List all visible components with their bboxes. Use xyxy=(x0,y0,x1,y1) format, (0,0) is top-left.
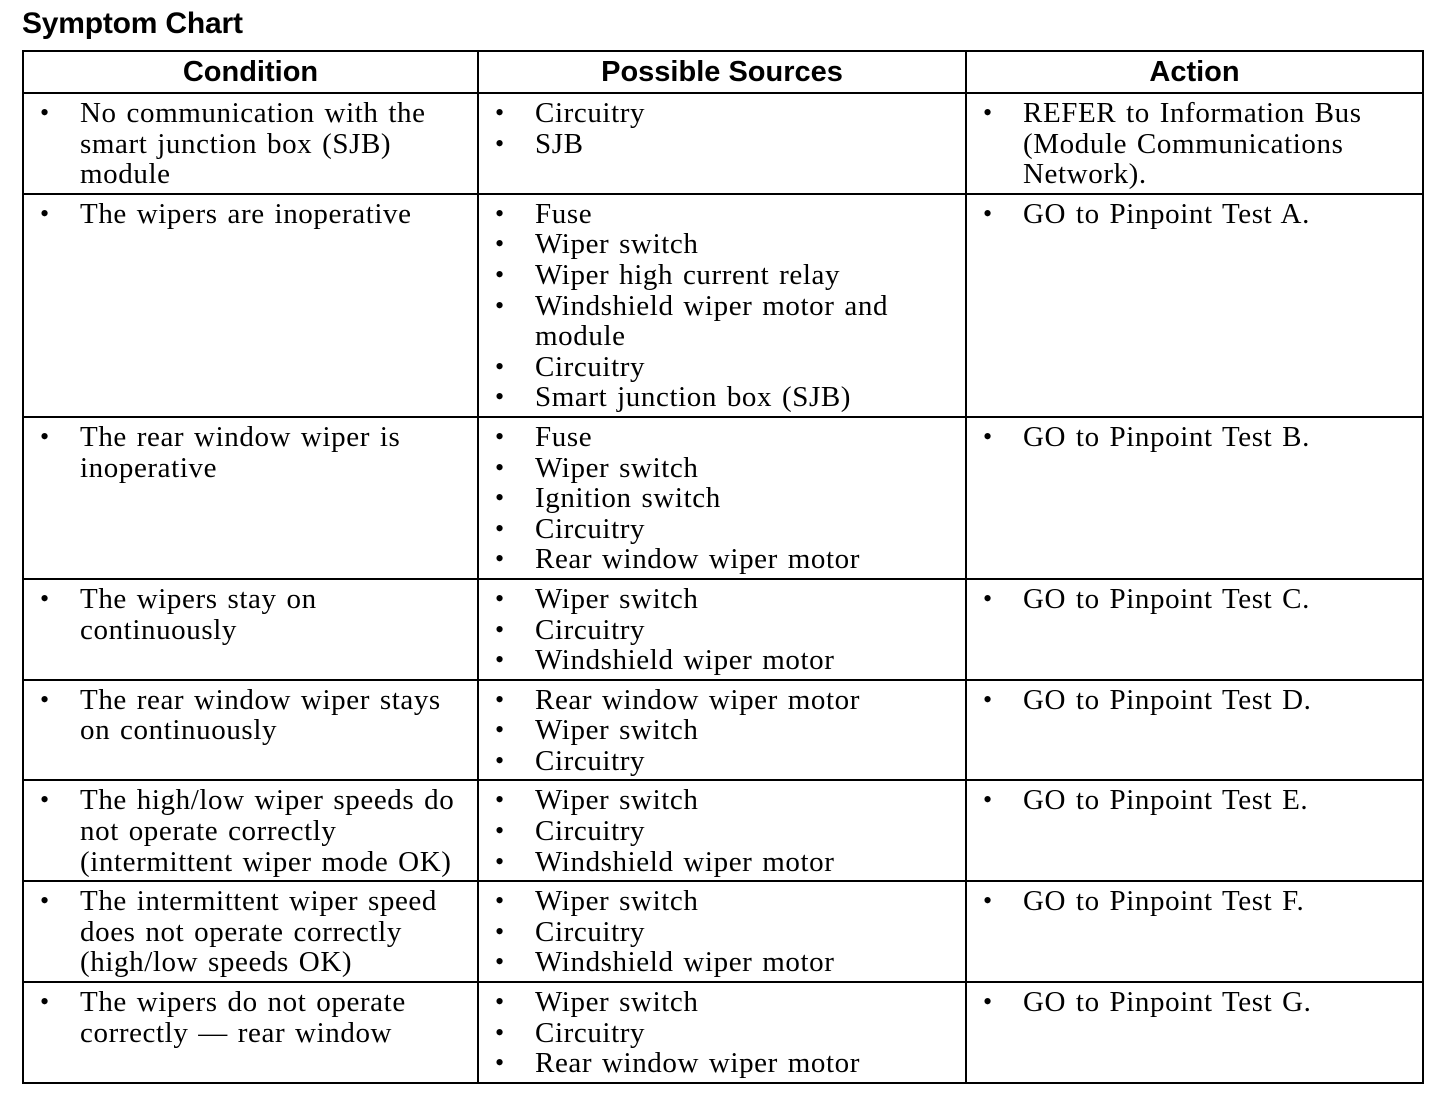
table-row xyxy=(23,417,1423,579)
action-text: • REFER to Information Bus (Module Communications Network). xyxy=(975,98,1414,190)
condition-text: • The intermittent wiper speed does not operate correctly (high/low speeds OK) xyxy=(32,886,469,978)
table-row xyxy=(23,881,1423,982)
condition-text: • The wipers stay on continuously xyxy=(32,584,469,645)
condition-text: • The wipers are inoperative xyxy=(32,199,469,230)
source-item: • Windshield wiper motor xyxy=(487,947,957,978)
action-text: • GO to Pinpoint Test E. xyxy=(975,785,1414,816)
source-item: • Smart junction box (SJB) xyxy=(487,382,957,413)
sources-list xyxy=(487,422,957,575)
sources-cell xyxy=(478,680,966,781)
action-cell xyxy=(966,417,1423,579)
source-item: • Wiper switch xyxy=(487,229,957,260)
source-item: • Circuitry xyxy=(487,98,957,129)
source-item: • Wiper switch xyxy=(487,715,957,746)
action-text: • GO to Pinpoint Test G. xyxy=(975,987,1414,1018)
sources-list xyxy=(487,987,957,1079)
condition-cell xyxy=(23,417,478,579)
action-list xyxy=(975,685,1414,716)
action-text: • GO to Pinpoint Test F. xyxy=(975,886,1414,917)
source-item: • Windshield wiper motor xyxy=(487,847,957,878)
action-list xyxy=(975,422,1414,453)
source-item: • Wiper switch xyxy=(487,987,957,1018)
source-item: • Rear window wiper motor xyxy=(487,685,957,716)
header-possible-sources: Possible Sources xyxy=(478,51,966,93)
source-item: • Wiper switch xyxy=(487,886,957,917)
action-list xyxy=(975,199,1414,230)
action-text: • GO to Pinpoint Test D. xyxy=(975,685,1414,716)
condition-list xyxy=(32,584,469,645)
source-item: • Wiper switch xyxy=(487,584,957,615)
source-item: • Circuitry xyxy=(487,746,957,777)
condition-list xyxy=(32,685,469,746)
sources-cell xyxy=(478,417,966,579)
sources-list xyxy=(487,785,957,877)
condition-cell xyxy=(23,680,478,781)
sources-cell xyxy=(478,93,966,194)
action-text: • GO to Pinpoint Test C. xyxy=(975,584,1414,615)
symptom-table xyxy=(22,50,1424,1084)
condition-cell xyxy=(23,780,478,881)
source-item: • Fuse xyxy=(487,199,957,230)
table-row xyxy=(23,780,1423,881)
condition-list xyxy=(32,987,469,1048)
source-item: • Fuse xyxy=(487,422,957,453)
sources-list xyxy=(487,98,957,159)
source-item: • Circuitry xyxy=(487,1018,957,1049)
action-cell xyxy=(966,881,1423,982)
action-cell xyxy=(966,579,1423,680)
sources-cell xyxy=(478,194,966,417)
source-item: • Rear window wiper motor xyxy=(487,544,957,575)
table-body xyxy=(23,93,1423,1083)
header-action: Action xyxy=(966,51,1423,93)
condition-cell xyxy=(23,881,478,982)
sources-list xyxy=(487,584,957,676)
sources-list xyxy=(487,685,957,777)
source-item: • SJB xyxy=(487,129,957,160)
table-row xyxy=(23,579,1423,680)
action-list xyxy=(975,584,1414,615)
condition-cell xyxy=(23,579,478,680)
source-item: • Wiper switch xyxy=(487,453,957,484)
header-condition: Condition xyxy=(23,51,478,93)
sources-list xyxy=(487,886,957,978)
condition-cell xyxy=(23,194,478,417)
source-item: • Circuitry xyxy=(487,514,957,545)
sources-cell xyxy=(478,881,966,982)
action-cell xyxy=(966,93,1423,194)
table-row xyxy=(23,93,1423,194)
condition-text: • The high/low wiper speeds do not operate correctly (intermittent wiper mode OK) xyxy=(32,785,469,877)
condition-cell xyxy=(23,982,478,1083)
source-item: • Wiper switch xyxy=(487,785,957,816)
source-item: • Rear window wiper motor xyxy=(487,1048,957,1079)
source-item: • Circuitry xyxy=(487,917,957,948)
source-item: • Circuitry xyxy=(487,816,957,847)
action-list xyxy=(975,886,1414,917)
action-cell xyxy=(966,982,1423,1083)
condition-text: • The rear window wiper stays on continuously xyxy=(32,685,469,746)
source-item: • Wiper high current relay xyxy=(487,260,957,291)
source-item: • Circuitry xyxy=(487,352,957,383)
page-title: Symptom Chart xyxy=(22,7,243,40)
sources-cell xyxy=(478,780,966,881)
action-cell xyxy=(966,194,1423,417)
table-row xyxy=(23,680,1423,781)
table-row xyxy=(23,982,1423,1083)
source-item: • Windshield wiper motor xyxy=(487,645,957,676)
condition-list xyxy=(32,422,469,483)
condition-list xyxy=(32,98,469,190)
action-text: • GO to Pinpoint Test A. xyxy=(975,199,1414,230)
sources-list xyxy=(487,199,957,413)
action-cell xyxy=(966,780,1423,881)
source-item: • Windshield wiper motor and module xyxy=(487,291,957,352)
condition-list xyxy=(32,886,469,978)
source-item: • Circuitry xyxy=(487,615,957,646)
header-row xyxy=(23,51,1423,93)
condition-list xyxy=(32,785,469,877)
condition-cell xyxy=(23,93,478,194)
action-list xyxy=(975,987,1414,1018)
action-cell xyxy=(966,680,1423,781)
condition-text: • No communication with the smart junction box (SJB) module xyxy=(32,98,469,190)
action-text: • GO to Pinpoint Test B. xyxy=(975,422,1414,453)
action-list xyxy=(975,98,1414,190)
sources-cell xyxy=(478,579,966,680)
action-list xyxy=(975,785,1414,816)
table-row xyxy=(23,194,1423,417)
source-item: • Ignition switch xyxy=(487,483,957,514)
condition-list xyxy=(32,199,469,230)
sources-cell xyxy=(478,982,966,1083)
condition-text: • The wipers do not operate correctly — rear window xyxy=(32,987,469,1048)
condition-text: • The rear window wiper is inoperative xyxy=(32,422,469,483)
